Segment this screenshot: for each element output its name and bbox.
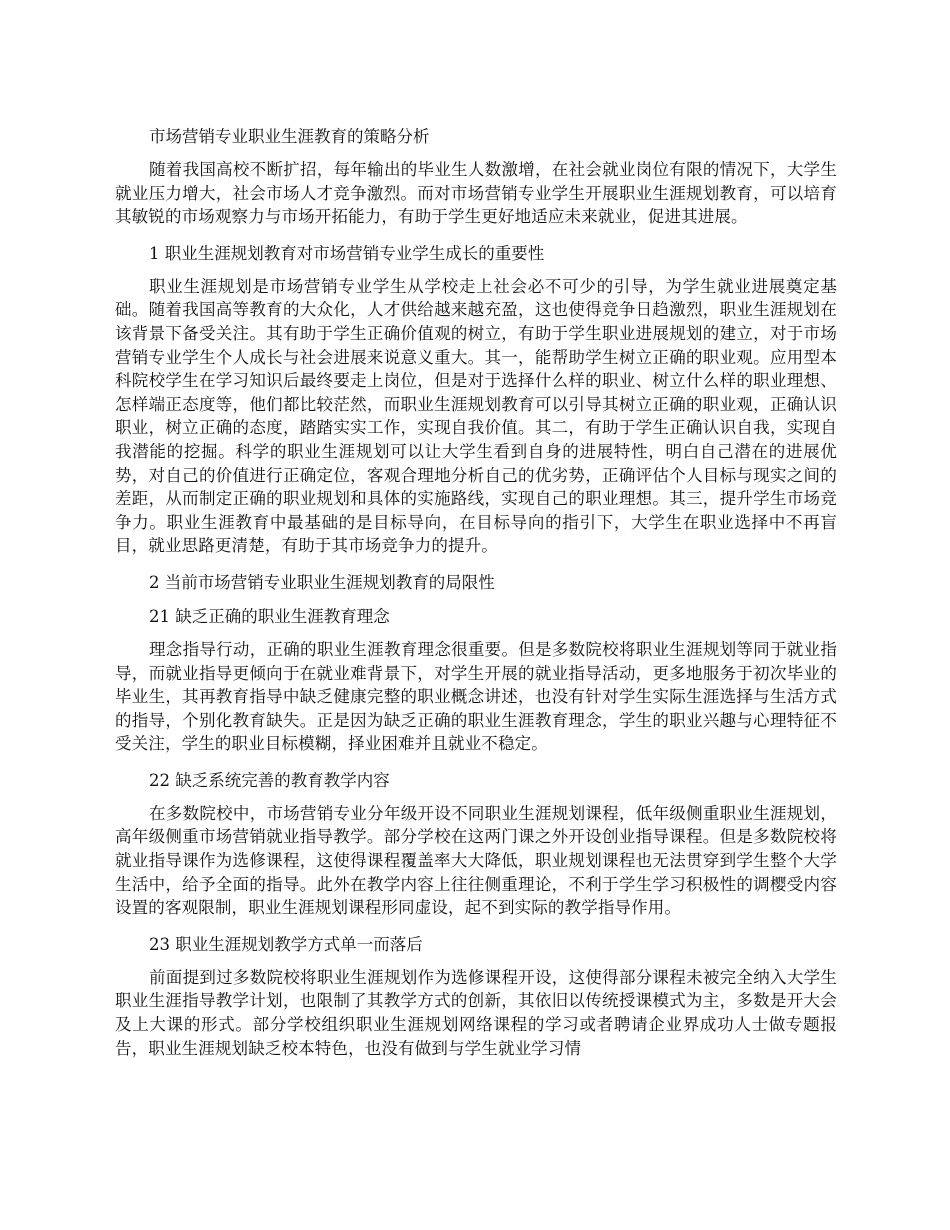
section-2-2-paragraph: 在多数院校中，市场营销专业分年级开设不同职业生涯规划课程，低年级侧重职业生涯规划，高年级侧重市场营销就业指导教学。部分学校在这两门课之外开设创业指导课程。但是多数院校将就业指导课作为选修课程，这使得课程覆盖率大大降低，职业规划课程也无法贯穿到学生整个大学生活中，给予全面的指导。此外在教学内容上往往侧重理论，不利于学生学习积极性的调樱受内容设置的客观限制，职业生涯规划课程形同虚设，起不到实际的教学指导作用。 [115, 803, 837, 918]
section-2-3-heading: 23 职业生涯规划教学方式单一而落后 [149, 934, 423, 954]
section-2-3-paragraph: 前面提到过多数院校将职业生涯规划作为选修课程开设，这使得部分课程未被完全纳入大学生职业生涯指导教学计划，也限制了其教学方式的创新，其依旧以传统授课模式为主，多数是开大会及上大课的形式。部分学校组织职业生涯规划网络课程的学习或者聘请企业界成功人士做专题报告，职业生涯规划缺乏校本特色，也没有做到与学生就业学习情 [115, 967, 837, 1058]
section-2-1-paragraph: 理念指导行动，正确的职业生涯教育理念很重要。但是多数院校将职业生涯规划等同于就业指导，而就业指导更倾向于在就业难背景下，对学生开展的就业指导活动，更多地服务于初次毕业的毕业生，其再教育指导中缺乏健康完整的职业概念讲述，也没有针对学生实际生涯选择与生活方式的指导，个别化教育缺失。正是因为缺乏正确的职业生涯教育理念，学生的职业兴趣与心理特征不受关注，学生的职业目标模糊，择业困难并且就业不稳定。 [115, 639, 837, 754]
section-2-heading: 2 当前市场营销专业职业生涯规划教育的局限性 [149, 572, 495, 592]
section-1-heading: 1 职业生涯规划教育对市场营销专业学生成长的重要性 [149, 243, 545, 263]
section-2-1-heading: 21 缺乏正确的职业生涯教育理念 [149, 606, 390, 626]
section-1-paragraph: 职业生涯规划是市场营销专业学生从学校走上社会必不可少的引导，为学生就业进展奠定基础。随着我国高等教育的大众化，人才供给越来越充盈，这也使得竞争日趋激烈，职业生涯规划在该背景下备受关注。其有助于学生正确价值观的树立，有助于学生职业进展规划的建立，对于市场营销专业学生个人成长与社会进展来说意义重大。其一，能帮助学生树立正确的职业观。应用型本科院校学生在学习知识后最终要走上岗位，但是对于选择什么样的职业、树立什么样的职业理想、怎样端正态度等，他们都比较茫然，而职业生涯规划教育可以引导其树立正确的职业观，正确认识职业，树立正确的态度，踏踏实实工作，实现自我价值。其二，有助于学生正确认识自我，实现自我潜能的挖掘。科学的职业生涯规划可以让大学生看到自身的进展特性，明白自己潜在的进展优势，对自己的价值进行正确定位，客观合理地分析自己的优劣势，正确评估个人目标与现实之间的差距，从而制定正确的职业规划和具体的实施路线，实现自己的职业理想。其三，提升学生市场竞争力。职业生涯教育中最基础的是目标导向，在目标导向的指引下，大学生在职业选择中不再盲目，就业思路更清楚，有助于其市场竞争力的提升。 [115, 276, 837, 556]
document-page [115, 124, 837, 1072]
intro-paragraph: 随着我国高校不断扩招，每年输出的毕业生人数激增，在社会就业岗位有限的情况下，大学生就业压力增大，社会市场人才竞争激烈。而对市场营销专业学生开展职业生涯规划教育，可以培育其敏锐的市场观察力与市场开拓能力，有助于学生更好地适应未来就业，促进其进展。 [115, 160, 837, 227]
section-2-2-heading: 22 缺乏系统完善的教育教学内容 [149, 770, 390, 790]
document-title: 市场营销专业职业生涯教育的策略分析 [149, 127, 430, 146]
